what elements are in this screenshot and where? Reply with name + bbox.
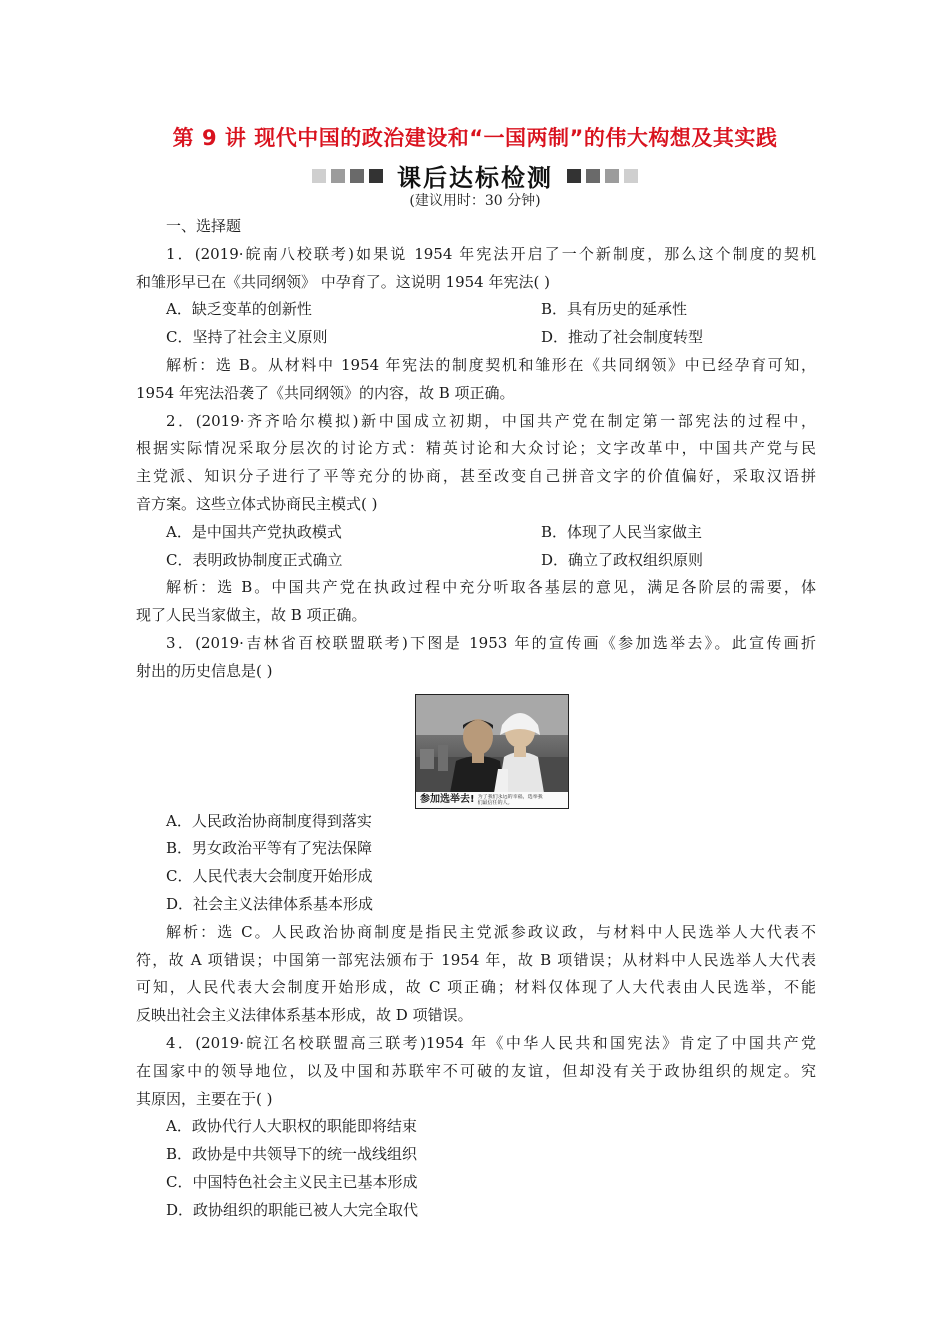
q2-stem: 根据实际情况采取分层次的讨论方式：精英讨论和大众讨论；文字改革中，中国共产党与民 xyxy=(136,439,816,458)
q1-answer: 1954 年宪法沿袭了《共同纲领》的内容，故 B 项正确。 xyxy=(136,383,515,402)
q1-option-d: D．推动了社会制度转型 xyxy=(541,328,704,347)
q1-option-a: A．缺乏变革的创新性 xyxy=(166,300,312,319)
lesson-title: 第 9 讲 现代中国的政治建设和“一国两制”的伟大构想及其实践 xyxy=(172,126,778,150)
q2-option-c: C．表明政协制度正式确立 xyxy=(166,550,343,569)
q3-answer: 反映出社会主义法律体系基本形成，故 D 项错误。 xyxy=(136,1006,473,1025)
poster-subtitle: 为了我们永远的幸福，选举我们最信任的人。 xyxy=(477,793,543,806)
q3-option-d: D．社会主义法律体系基本形成 xyxy=(166,894,374,913)
time-note: (建议用时：30 分钟) xyxy=(409,193,541,209)
q1-option-c: C．坚持了社会主义原则 xyxy=(166,328,328,347)
banner-square xyxy=(567,169,581,183)
q2-options-row xyxy=(136,519,816,547)
q4-stem: 4．(2019·皖江名校联盟高三联考)1954 年《中华人民共和国宪法》肯定了中国共产党 xyxy=(166,1033,816,1052)
q3-stem: 射出的历史信息是( ) xyxy=(136,661,273,680)
q1-option-b: B．具有历史的延承性 xyxy=(541,300,688,319)
banner-squares-right xyxy=(567,169,638,183)
banner-squares-left xyxy=(312,169,383,183)
q3-answer: 可知，人民代表大会制度开始形成，故 C 项正确；材料仅体现了人大代表由人民选举，不能 xyxy=(136,978,816,997)
q4-option-d: D．政协组织的职能已被人大完全取代 xyxy=(166,1200,419,1219)
banner-square xyxy=(369,169,383,183)
q3-option-a: A．人民政治协商制度得到落实 xyxy=(166,811,372,830)
q3-answer: 解析：选 C。人民政治协商制度是指民主党派参政议政，与材料中人民选举人大代表不 xyxy=(166,922,816,941)
propaganda-poster-image xyxy=(415,694,569,794)
q1-stem: 和雏形早已在《共同纲领》 中孕育了。这说明 1954 年宪法( ) xyxy=(136,272,550,291)
banner-title: 课后达标检测 xyxy=(397,164,553,192)
q3-stem: 3．(2019·吉林省百校联盟联考)下图是 1953 年的宣传画《参加选举去》。此宣传画折 xyxy=(166,633,816,652)
q4-option-b: B．政协是中共领导下的统一战线组织 xyxy=(166,1145,418,1164)
banner-square xyxy=(586,169,600,183)
q3-option-b: B．男女政治平等有了宪法保障 xyxy=(166,839,373,858)
q1-stem: 1．(2019·皖南八校联考)如果说 1954 年宪法开启了一个新制度，那么这个制度的契机 xyxy=(166,244,816,263)
q2-answer: 解析：选 B。中国共产党在执政过程中充分听取各基层的意见，满足各阶层的需要，体 xyxy=(166,578,816,597)
q1-options-row xyxy=(136,324,816,352)
poster-caption-bar xyxy=(415,792,569,809)
propaganda-poster-figure xyxy=(415,694,567,808)
banner-square xyxy=(350,169,364,183)
q2-stem: 音方案。这些立体式协商民主模式( ) xyxy=(136,494,378,513)
banner-square xyxy=(331,169,345,183)
q2-options-row xyxy=(136,547,816,575)
q2-stem: 2．(2019·齐齐哈尔模拟)新中国成立初期，中国共产党在制定第一部宪法的过程中， xyxy=(166,411,816,430)
q4-stem: 其原因，主要在于( ) xyxy=(136,1089,273,1108)
banner-square xyxy=(605,169,619,183)
q1-answer: 解析：选 B。从材料中 1954 年宪法的制度契机和雏形在《共同纲领》中已经孕育可知， xyxy=(166,355,816,374)
q4-stem: 在国家中的领导地位，以及中国和苏联牢不可破的友谊，但却没有关于政协组织的规定。究 xyxy=(136,1061,816,1080)
q1-options-row xyxy=(136,296,816,324)
q2-option-a: A．是中国共产党执政模式 xyxy=(166,522,342,541)
poster-title: 参加选举去! xyxy=(420,793,475,805)
q3-option-c: C．人民代表大会制度开始形成 xyxy=(166,867,373,886)
poster-illustration xyxy=(416,695,568,793)
q2-answer: 现了人民当家做主，故 B 项正确。 xyxy=(136,606,367,625)
q3-answer: 符，故 A 项错误；中国第一部宪法颁布于 1954 年，故 B 项错误；从材料中人民选举人大代表 xyxy=(136,950,816,969)
q4-option-a: A．政协代行人大职权的职能即将结束 xyxy=(166,1117,417,1136)
section-banner xyxy=(0,158,950,193)
banner-square xyxy=(312,169,326,183)
banner-square xyxy=(624,169,638,183)
q2-option-d: D．确立了政权组织原则 xyxy=(541,550,704,569)
q2-option-b: B．体现了人民当家做主 xyxy=(541,522,703,541)
q2-stem: 主党派、知识分子进行了平等充分的协商，甚至改变自己拼音文字的价值偏好，采取汉语拼 xyxy=(136,467,816,486)
q4-option-c: C．中国特色社会主义民主已基本形成 xyxy=(166,1172,418,1191)
question-body xyxy=(136,213,816,1225)
section-heading: 一、选择题 xyxy=(166,217,242,235)
